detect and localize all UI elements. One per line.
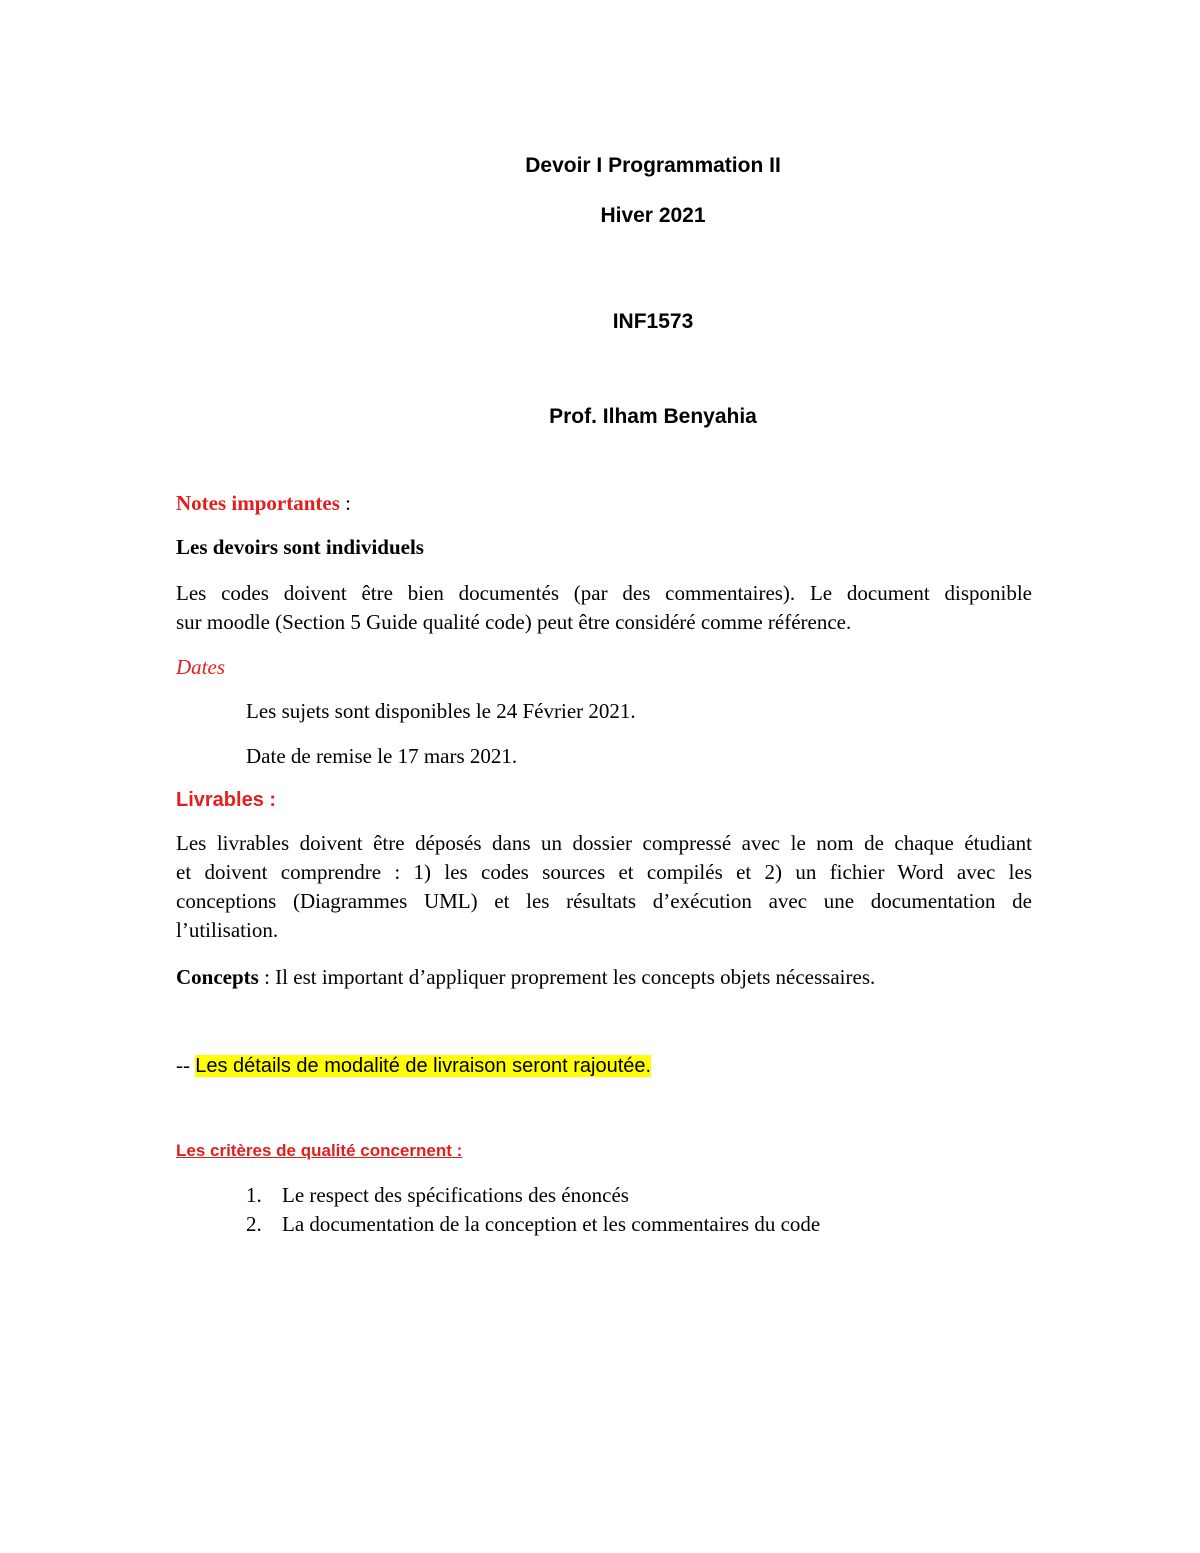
deliverables-heading: Livrables : (176, 789, 277, 811)
criteria-item-number: 2. (246, 1212, 262, 1236)
deliverables-paragraph (176, 829, 1032, 945)
delivery-note-prefix: -- (176, 1053, 196, 1077)
concepts-label: Concepts (176, 965, 259, 989)
term-label: Hiver 2021 (600, 204, 706, 227)
concepts-text: : Il est important d’appliquer proprement les concepts objets nécessaires. (258, 965, 876, 989)
documentation-paragraph (176, 579, 1032, 637)
paragraph-line: Les livrables doivent être déposés dans un dossier compressé avec le nom de chaque étudiant (176, 831, 1032, 855)
notes-heading-colon: : (339, 491, 351, 515)
paragraph-line: l’utilisation. (176, 918, 279, 942)
criteria-item (246, 1181, 629, 1209)
dates-heading: Dates (176, 655, 225, 679)
date-available: Les sujets sont disponibles le 24 Février 2021. (246, 699, 636, 723)
criteria-item-text: La documentation de la conception et les commentaires du code (282, 1212, 821, 1236)
criteria-heading: Les critères de qualité concernent : (176, 1141, 463, 1160)
course-code: INF1573 (612, 310, 694, 333)
criteria-item-number: 1. (246, 1183, 262, 1207)
paragraph-line: et doivent comprendre : 1) les codes sources et compilés et 2) un fichier Word avec les (176, 860, 1032, 884)
individual-note: Les devoirs sont individuels (176, 535, 424, 559)
delivery-note-highlight: Les détails de modalité de livraison seront rajoutée. (195, 1055, 652, 1077)
notes-heading: Notes importantes (176, 491, 340, 515)
professor-name: Prof. Ilham Benyahia (549, 405, 757, 428)
paragraph-line: sur moodle (Section 5 Guide qualité code) peut être considéré comme référence. (176, 610, 852, 634)
delivery-note (176, 1051, 651, 1080)
concepts-line (176, 963, 875, 991)
paragraph-line: conceptions (Diagrammes UML) et les résultats d’exécution avec une documentation de (176, 889, 1032, 913)
paragraph-line: Les codes doivent être bien documentés (par des commentaires). Le document disponible (176, 581, 1032, 605)
date-due: Date de remise le 17 mars 2021. (246, 744, 518, 768)
notes-heading-line (176, 489, 351, 517)
criteria-item-text: Le respect des spécifications des énoncés (282, 1183, 629, 1207)
document-title: Devoir I Programmation II (525, 154, 781, 177)
criteria-item (246, 1210, 820, 1238)
